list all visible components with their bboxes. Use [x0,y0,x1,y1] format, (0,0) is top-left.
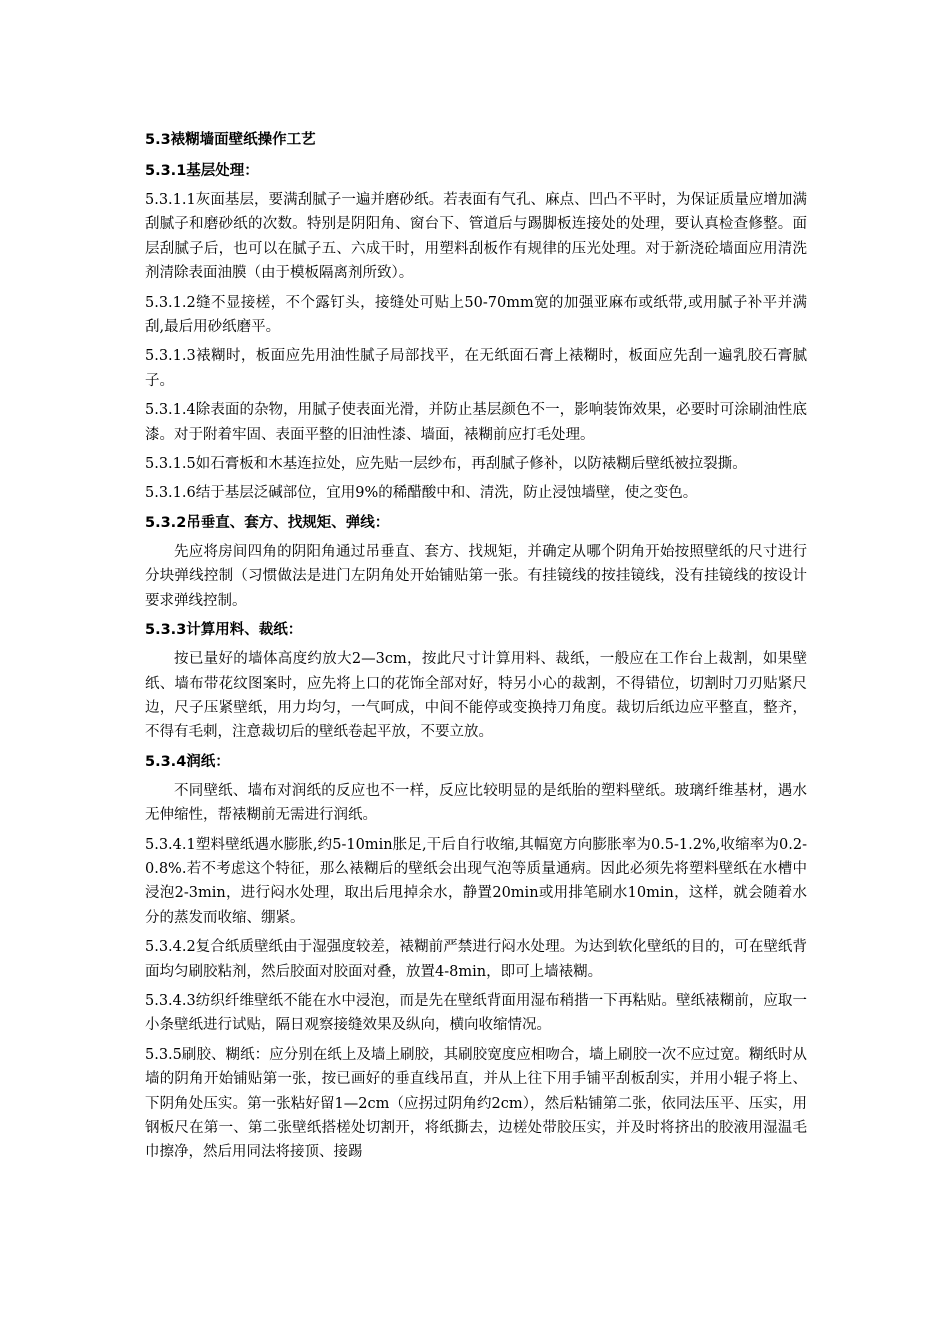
paragraph-5-3-3: 按已量好的墙体高度约放大2—3cm，按此尺寸计算用料、裁纸，一般应在工作台上裁割，如果壁纸、墙布带花纹图案时，应先将上口的花饰全部对好，特另小心的裁割，不得错位，切割时刀刃贴紧尺边，尺子压紧壁纸，用力均匀，一气呵成，中间不能停或变换持刀角度。裁切后纸边应平整直，整齐，不得有毛刺，注意裁切后的壁纸卷起平放，不要立放。 [145,651,807,741]
section-heading-material-cutting: 5.3.3计算用料、裁纸： [145,622,303,639]
document-title: 5.3裱糊墙面壁纸操作工艺 [145,132,316,148]
document-page [145,128,807,1170]
paragraph-5-3-1-4: 5.3.1.4除表面的杂物，用腻子使表面光滑，并防止基层颜色不一，影响装饰效果，必要时可涂刷油性底漆。对于附着牢固、表面平整的旧油性漆、墙面，裱糊前应打毛处理。 [145,402,807,443]
paragraph-5-3-2: 先应将房间四角的阴阳角通过吊垂直、套方、找规矩，并确定从哪个阴角开始按照壁纸的尺寸进行分块弹线控制（习惯做法是进门左阴角处开始铺贴第一张。有挂镜线的按挂镜线，没有挂镜线的按设计要求弹线控制。 [145,543,807,609]
section-heading-base-treatment: 5.3.1基层处理： [145,163,259,179]
paragraph-5-3-4-2: 5.3.4.2复合纸质壁纸由于湿强度较差，裱糊前严禁进行闷水处理。为达到软化壁纸的目的，可在壁纸背面均匀刷胶粘剂，然后胶面对胶面对叠，放置4-8min，即可上墙裱糊。 [145,939,807,980]
paragraph-5-3-1-5: 5.3.1.5如石膏板和木基连拉处，应先贴一层纱布，再刮腻子修补，以防裱糊后壁纸被拉裂撕。 [145,456,747,473]
paragraph-5-3-1-6: 5.3.1.6结于基层泛碱部位，宜用9%的稀醋酸中和、清洗，防止浸蚀墙壁，使之变色。 [145,485,698,502]
section-heading-plumb-lines: 5.3.2吊垂直、套方、找规矩、弹线： [145,514,390,531]
paragraph-5-3-4-3: 5.3.4.3纺织纤维壁纸不能在水中浸泡，而是先在壁纸背面用湿布稍揩一下再粘贴。壁纸裱糊前，应取一小条壁纸进行试贴，隔日观察接缝效果及纵向，横向收缩情况。 [145,992,807,1034]
paragraph-5-3-1-3: 5.3.1.3裱糊时，板面应先用油性腻子局部找平，在无纸面石膏上裱糊时，板面应先刮一遍乳胶石膏腻子。 [145,348,807,389]
paragraph-5-3-1-1: 5.3.1.1灰面基层，要满刮腻子一遍并磨砂纸。若表面有气孔、麻点、凹凸不平时，为保证质量应增加满刮腻子和磨砂纸的次数。特别是阴阳角、窗台下、管道后与踢脚板连接处的处理，要认真检查修整。面层刮腻子后，也可以在腻子五、六成干时，用塑料刮板作有规律的压光处理。对于新浇砼墙面应用清洗剂清除表面油膜（由于模板隔离剂所致）。 [145,192,807,282]
paragraph-5-3-4: 不同壁纸、墙布对润纸的反应也不一样，反应比较明显的是纸胎的塑料壁纸。玻璃纤维基材，遇水无伸缩性，帮裱糊前无需进行润纸。 [145,782,807,824]
paragraph-5-3-1-2: 5.3.1.2缝不显接槎，不个露钉头，接缝处可贴上50-70mm宽的加强亚麻布或纸带,或用腻子补平并满刮,最后用砂纸磨平。 [145,294,807,336]
paragraph-5-3-4-1: 5.3.4.1塑料壁纸遇水膨胀,约5-10min胀足,干后自行收缩,其幅宽方向膨胀率为0.5-1.2%,收缩率为0.2-0.8%.若不考虑这个特征，那么裱糊后的壁纸会出现气泡等质量通病。因此必须先将塑料壁纸在水槽中浸泡2-3min，进行闷水处理，取出后甩掉余水，静置20min或用排笔刷水10min，这样，就会随着水分的蒸发而收缩、绷紧。 [145,836,807,926]
section-heading-paper-wetting: 5.3.4润纸： [145,753,230,770]
paragraph-5-3-5: 5.3.5刷胶、糊纸：应分别在纸上及墙上刷胶，其刷胶宽度应相吻合，墙上刷胶一次不应过宽。糊纸时从墙的阴角开始铺贴第一张，按已画好的垂直线吊直，并从上往下用手铺平刮板刮实，并用小辊子将上、下阴角处压实。第一张粘好留1—2cm（应拐过阴角约2cm），然后粘铺第二张，依同法压平、压实，用钢板尺在第一、第二张壁纸搭槎处切割开，将纸撕去，边槎处带胶压实，并及时将挤出的胶液用湿温毛巾擦净，然后用同法将接顶、接踢 [145,1046,807,1161]
